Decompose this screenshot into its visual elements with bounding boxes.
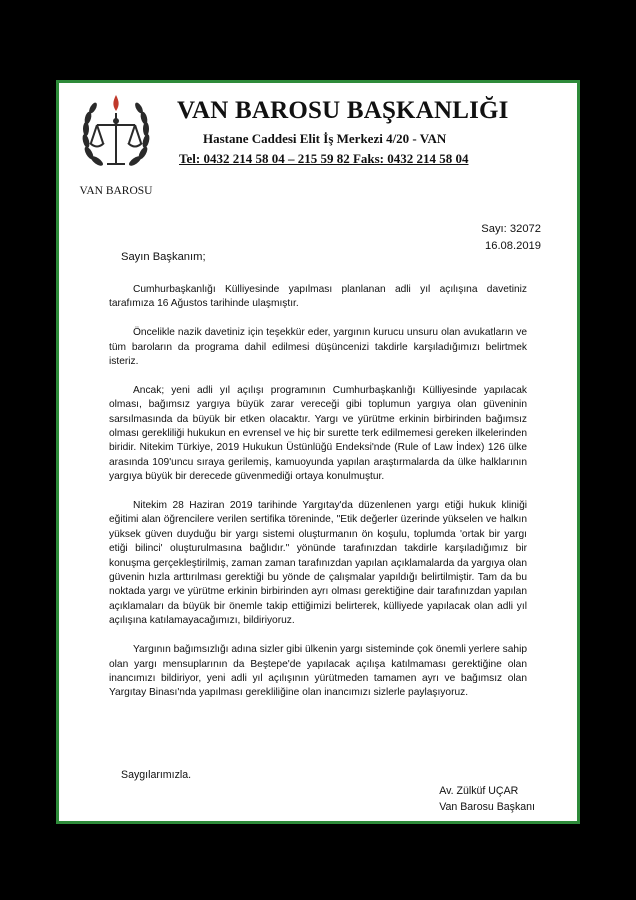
- paragraph: Ancak; yeni adli yıl açılışı programının Cumhurbaşkanlığı Külliyesinde yapılacak olması, bağımsız yargıya büyük zarar vereceği gibi toplumun yargıya olan güveninin sarsılmasında da büyük bir etken olacaktır. Yargı ve yürütme erkinin birbirinden bağımsız olması gerekliliği hukukun en evrensel ve hiç bir surette terk edilmemesi gereken ilkelerinden biridir. Nitekim Türkiye, 2019 Hukukun Üstünlüğü Endeksi'nde (Rule of Law İndex) 126 ülke arasında 109'uncu sıraya gerilemiş, kamuoyunda yapılan araştırmalarda da ülke halklarının yargıya büyük bir derecede güvenmediği ortaya konulmuştur.: [109, 384, 527, 483]
- bar-logo: [71, 91, 161, 199]
- paragraph: Yargının bağımsızlığı adına sizler gibi ülkenin yargı sisteminde çok önemli yerlere sahip olan yargı mensuplarının da Beştepe'de yapılacak açılışa katılmaması gerektiğine olan inancımızı bildiriyor, yeni adli yıl açılışının yürütmeden tamamen ayrı ve bağımsız olan Yargıtay Binası'nda yapılması gerekliliğine olan inancımızı sizlerle paylaşıyoruz.: [109, 644, 527, 699]
- letterhead-address: Hastane Caddesi Elit İş Merkezi 4/20 - VAN: [203, 131, 447, 146]
- scales-of-justice-laurel-icon: [77, 91, 155, 179]
- signature-block: [439, 783, 535, 815]
- paragraph: Nitekim 28 Haziran 2019 tarihinde Yargıtay'da düzenlenen yargı etiği hukuk kliniği eğitimi alan öğrencilere verilen sertifika töreninde, "Etik değerler üzerinde yükselen ve halkın yüksek güven duyduğu bir yargı sistemi oluşturmanın ön koşulu, toplumda 'ortak bir yargı etiği bilinci' oluşturulmasına bağlıdır." yönünde tarafınızdan takdirle karşıladığımız bir konuşma gerçekleştirilmiş, zaman zaman tarafınızdan yapılan açıklamalarda da yargıya olan güvenin hızla arttırılması gerektiği bu yönde de çalışmalar yapıldığı belirtilmiştir. Tam da bu noktada yargı ve yürütme erkinin birbirinden ayrı olması gerektiğine dair tarafınızdan yapılan açıklamaları da büyük bir önemle takip ettiğimizi belirterek, külliyede yapılacak olan adli yıl açılışına katılamayacağımızı, bildiriyoruz.: [109, 500, 527, 627]
- document-date: 16.08.2019: [485, 240, 541, 252]
- document-number: Sayı: 32072: [481, 223, 541, 235]
- letterhead-title: VAN BAROSU BAŞKANLIĞI: [177, 97, 509, 124]
- paragraph: Cumhurbaşkanlığı Külliyesinde yapılması planlanan adli yıl açılışına davetiniz tarafımıza 16 Ağustos tarihinde ulaşmıştır.: [109, 284, 527, 310]
- letter-body: [109, 283, 527, 715]
- salutation: Sayın Başkanım;: [121, 251, 206, 263]
- letterhead-phone: Tel: 0432 214 58 04 – 215 59 82 Faks: 0432 214 58 04: [179, 151, 469, 166]
- logo-caption: VAN BAROSU: [79, 185, 153, 197]
- signatory-title: Van Barosu Başkanı: [439, 801, 535, 813]
- paragraph: Öncelikle nazik davetiniz için teşekkür eder, yargının kurucu unsuru olan avukatların ve tüm baroların da programa dahil edilmesi düşüncenizi takdirle karşıladığımızı belirtmek isteriz.: [109, 327, 527, 368]
- letterhead: [59, 83, 577, 201]
- closing-line: Saygılarımızla.: [121, 769, 192, 781]
- signatory-name: Av. Zülküf UÇAR: [439, 785, 519, 797]
- document-meta: [481, 221, 541, 255]
- letter-page: [56, 80, 580, 824]
